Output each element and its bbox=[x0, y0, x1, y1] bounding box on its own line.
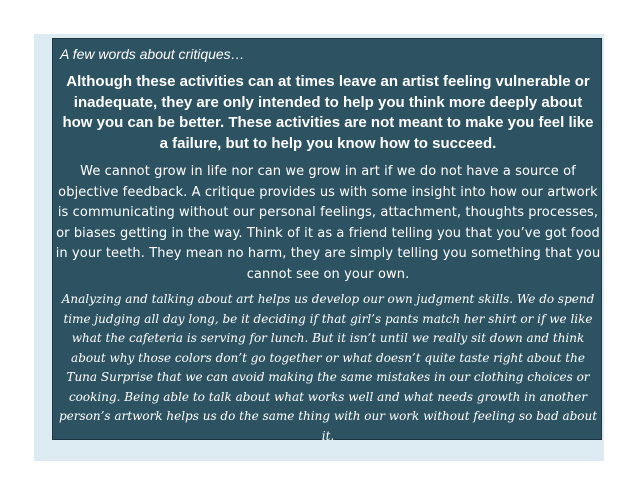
paragraph-bold: Although these activities can at times leave an artist feeling vulnerable or inadequate, they are only intended to help you think more deeply about how you can be better. These activities are not meant to make you feel like a failure, but to help you know how to succeed. bbox=[62, 73, 594, 152]
text-panel bbox=[52, 38, 602, 443]
slide-heading: A few words about critiques… bbox=[60, 46, 245, 62]
paragraph-regular: We cannot grow in life nor can we grow in art if we do not have a source of objective feedback. A critique provides us with some insight into how our artwork is communicating without our personal feelings, attachment, thoughts processes, or biases getting in the way. Think of it as a friend telling you that you’ve got food in your teeth. They mean no harm, they are simply telling you something that you cannot see on your own. bbox=[55, 164, 601, 282]
paragraph-script: Analyzing and talking about art helps us develop our own judgment skills. We do spend time judging all day long, be it deciding if that girl’s pants match her shirt or if we like what the cafeteria is serving for lunch. But it isn’t until we really sit down and think about why those colors don’t go together or what doesn’t quite taste right about the Tuna Surprise that we can avoid making the same mistakes in our clothing choices or cooking. Being able to talk about what works well and what needs growth in another person’s artwork helps us do the same thing with our work without feeling so bad about it. bbox=[58, 292, 598, 443]
